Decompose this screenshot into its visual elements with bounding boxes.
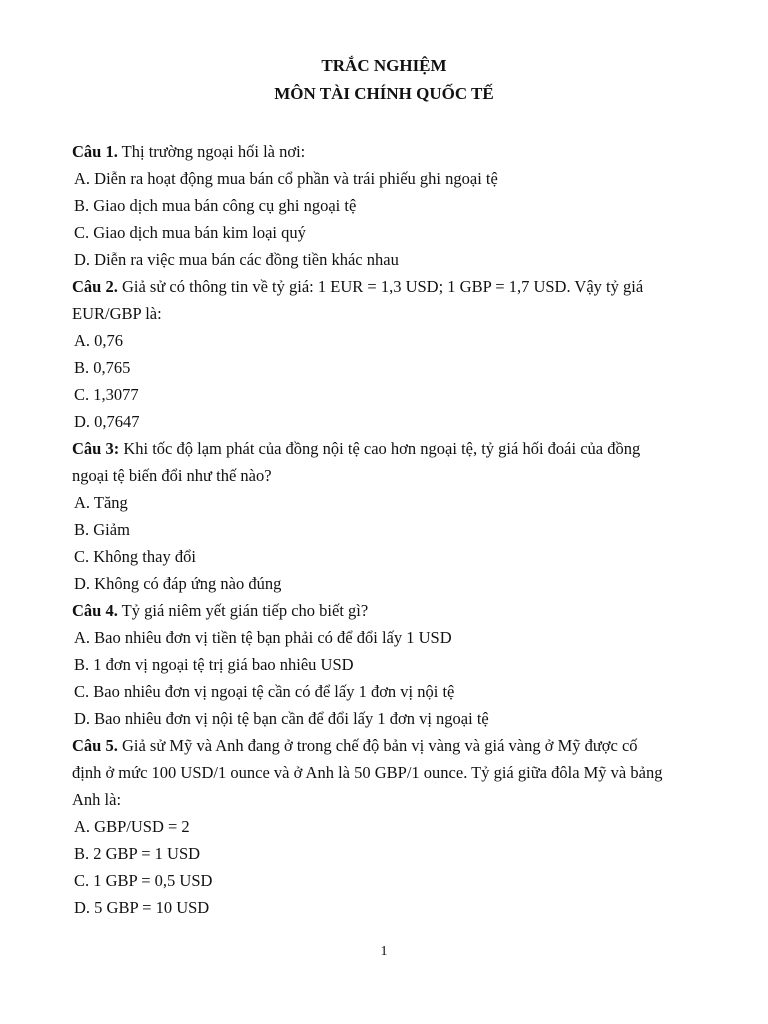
question-text: Giả sử có thông tin về tỷ giá: 1 EUR = 1,3 USD; 1 GBP = 1,7 USD. Vậy tỷ giá [121, 277, 644, 296]
answer-option: A. Tăng [74, 493, 128, 512]
question-text-line [72, 138, 702, 165]
answer-option: C. 1 GBP = 0,5 USD [74, 871, 213, 890]
question-text-line [72, 462, 702, 489]
question-5 [72, 732, 702, 921]
answer-option: A. GBP/USD = 2 [74, 817, 190, 836]
question-text-line [72, 435, 702, 462]
answer-option: B. 1 đơn vị ngoại tệ trị giá bao nhiêu USD [74, 655, 354, 674]
answer-option: A. Diễn ra hoạt động mua bán cổ phần và trái phiếu ghi ngoại tệ [74, 169, 498, 188]
question-text: Giả sử Mỹ và Anh đang ở trong chế độ bản vị vàng và giá vàng ở Mỹ được cố [121, 736, 638, 755]
question-label: Câu 4. [72, 601, 118, 620]
question-text: EUR/GBP là: [72, 304, 162, 323]
answer-option: B. Giao dịch mua bán công cụ ghi ngoại tệ [74, 196, 357, 215]
question-text: Anh là: [72, 790, 122, 809]
question-text-line [72, 597, 702, 624]
question-4 [72, 597, 702, 732]
question-list [72, 138, 702, 921]
answer-option: D. 5 GBP = 10 USD [74, 898, 210, 917]
answer-option: C. 1,3077 [74, 385, 139, 404]
answer-option: B. 2 GBP = 1 USD [74, 844, 201, 863]
question-text-line [72, 786, 702, 813]
question-text-line [72, 759, 702, 786]
question-text: ngoại tệ biến đổi như thế nào? [72, 466, 272, 485]
answer-option: B. Giảm [74, 520, 130, 539]
answer-option: C. Giao dịch mua bán kim loại quý [74, 223, 306, 242]
question-text-line [72, 273, 702, 300]
answer-option: A. 0,76 [74, 331, 124, 350]
question-3 [72, 435, 702, 597]
answer-option: D. Không có đáp ứng nào đúng [74, 574, 282, 593]
question-label: Câu 5. [72, 736, 118, 755]
answer-option: B. 0,765 [74, 358, 131, 377]
answer-option: D. Diễn ra việc mua bán các đồng tiền khác nhau [74, 250, 399, 269]
question-label: Câu 3: [72, 439, 120, 458]
answer-option: D. 0,7647 [74, 412, 140, 431]
question-text: định ở mức 100 USD/1 ounce và ở Anh là 50 GBP/1 ounce. Tỷ giá giữa đôla Mỹ và bảng [72, 763, 663, 782]
question-label: Câu 1. [72, 142, 118, 161]
answer-option: A. Bao nhiêu đơn vị tiền tệ bạn phải có để đổi lấy 1 USD [74, 628, 452, 647]
question-label: Câu 2. [72, 277, 118, 296]
answer-option: C. Không thay đổi [74, 547, 196, 566]
answer-option: D. Bao nhiêu đơn vị nội tệ bạn cần để đổi lấy 1 đơn vị ngoại tệ [74, 709, 489, 728]
question-text-line [72, 300, 702, 327]
document-title: TRẮC NGHIỆM [321, 56, 447, 75]
answer-option: C. Bao nhiêu đơn vị ngoại tệ cần có để lấy 1 đơn vị nội tệ [74, 682, 455, 701]
question-text: Khi tốc độ lạm phát của đồng nội tệ cao hơn ngoại tệ, tỷ giá hối đoái của đồng [123, 439, 641, 458]
document-subtitle: MÔN TÀI CHÍNH QUỐC TẾ [274, 84, 494, 103]
question-text: Tỷ giá niêm yết gián tiếp cho biết gì? [121, 601, 369, 620]
question-1 [72, 138, 702, 273]
question-text: Thị trường ngoại hối là nơi: [121, 142, 306, 161]
page-number: 1 [380, 944, 388, 959]
question-2 [72, 273, 702, 435]
question-text-line [72, 732, 702, 759]
